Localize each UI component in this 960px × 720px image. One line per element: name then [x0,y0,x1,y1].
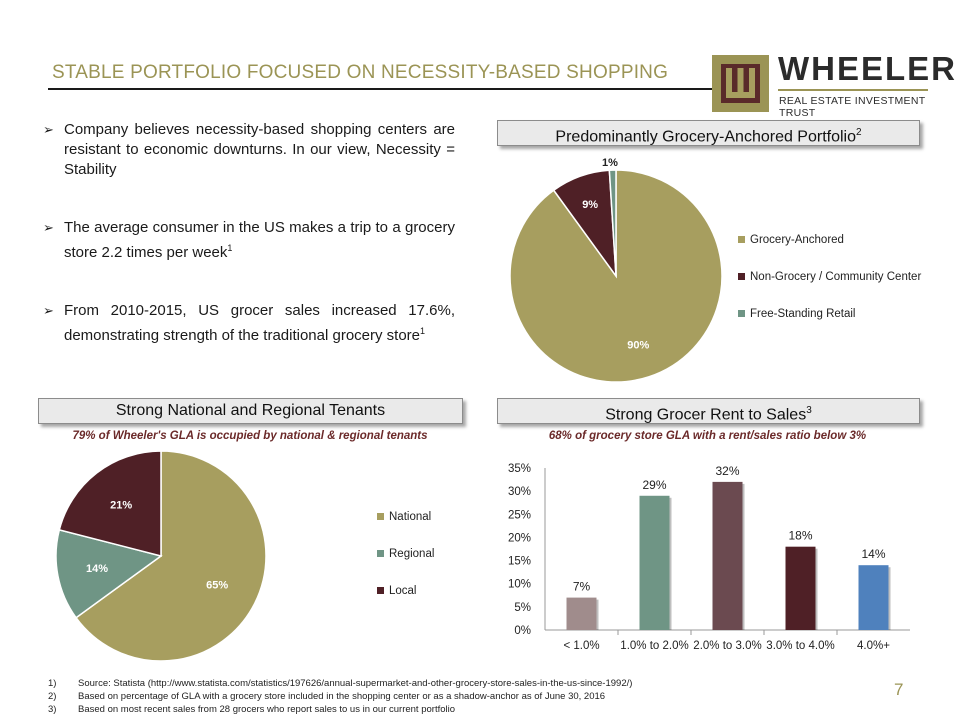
legend-swatch [377,550,384,557]
x-tick-label: 4.0%+ [857,640,890,652]
y-tick-label: 25% [507,509,531,522]
x-tick-label: 1.0% to 2.0% [620,640,689,652]
y-tick-label: 30% [507,486,531,499]
tenants-header [38,398,463,424]
legend-label: Grocery-Anchored [750,234,844,246]
bullet-text: From 2010-2015, US grocer sales increased 17.6%, demonstrating strength of the traditional grocery store [64,302,455,344]
footnote-text: Source: Statista (http://www.statista.com/statistics/197626/annual-supermarket-and-other-grocery-store-sales-in-the-us-since-1992/) [78,678,633,689]
rent-subtitle: 68% of grocery store GLA with a rent/sales ratio below 3% [548,430,867,442]
logo-divider [778,89,928,91]
pie-data-label: 21% [110,499,133,512]
bar [713,482,743,630]
legend-swatch [377,513,384,520]
arrow-bullet-icon: ➢ [43,220,54,235]
bar-data-label: 29% [642,477,667,492]
legend-label: Regional [389,548,435,560]
bar [859,565,889,630]
y-tick-label: 0% [514,625,531,637]
tenants-pie-chart [40,445,470,670]
y-tick-label: 5% [514,601,531,614]
bar-data-label: 32% [715,463,740,478]
w-letter-icon [721,64,760,103]
footnote-ref: 2 [856,127,862,138]
y-tick-label: 10% [507,578,531,591]
bullet-item [43,301,455,346]
footnote-text: Based on percentage of GLA with a grocery store included in the shopping center or as a shadow-anchor as of June 30, 2016 [78,691,606,702]
legend-label: National [389,511,432,523]
bar [786,547,816,630]
portfolio-pie-chart [490,150,940,390]
legend-swatch [377,587,384,594]
legend-label: Free-Standing Retail [750,308,856,320]
bar [640,496,670,630]
footnote-text: Based on most recent sales from 28 grocers who report sales to us in our current portfolio [78,704,456,715]
pie-data-label: 90% [627,339,650,352]
wheeler-logo-mark [712,55,769,112]
tenants-subtitle: 79% of Wheeler's GLA is occupied by national & regional tenants [72,430,428,442]
pie-data-label: 14% [86,563,109,576]
bullet-item [43,218,455,263]
footnote [48,678,632,689]
title-divider [48,88,713,90]
legend-swatch [738,236,745,243]
y-tick-label: 20% [507,532,531,545]
bar-data-label: 14% [861,547,886,562]
footnote-number: 1) [48,678,57,689]
bullet-list [43,120,455,346]
rent-header-text: Strong Grocer Rent to Sales [605,406,807,424]
portfolio-header [497,120,920,146]
x-tick-label: < 1.0% [563,640,600,652]
footnote [48,704,455,715]
legend-swatch [738,310,745,317]
footnote-ref: 1 [227,243,233,253]
bar [567,598,597,630]
portfolio-header-text: Predominantly Grocery-Anchored Portfolio [555,128,856,146]
legend-swatch [738,273,745,280]
footnote [48,691,605,702]
legend-label: Local [389,585,417,597]
bullet-text: Company believes necessity-based shopping centers are resistant to economic downturns. In our view, Necessity = Stability [64,121,455,178]
arrow-bullet-icon: ➢ [43,122,54,137]
logo-name: WHEELER [778,50,957,87]
legend-label: Non-Grocery / Community Center [750,271,922,283]
tenants-header-text: Strong National and Regional Tenants [115,402,386,419]
footnote-number: 2) [48,691,57,702]
y-tick-label: 15% [507,555,531,568]
bullet-text: The average consumer in the US makes a trip to a grocery store 2.2 times per week [64,219,455,261]
rent-bar-chart [490,450,930,662]
footnote-number: 3) [48,704,57,715]
pie-data-label: 1% [602,157,618,169]
pie-data-label: 9% [582,199,599,212]
bullet-item [43,120,455,180]
y-tick-label: 35% [507,463,531,475]
arrow-bullet-icon: ➢ [43,303,54,318]
page-number: 7 [894,680,904,699]
pie-data-label: 65% [206,579,229,592]
footnote-ref: 3 [806,405,812,416]
rent-header [497,398,920,424]
slide-title: STABLE PORTFOLIO FOCUSED ON NECESSITY-BASED SHOPPING [52,62,669,83]
footnote-ref: 1 [420,326,426,336]
x-tick-label: 2.0% to 3.0% [693,640,762,652]
logo-mark-inner [721,64,760,103]
x-tick-label: 3.0% to 4.0% [766,640,835,652]
bar-data-label: 7% [572,579,591,594]
bar-data-label: 18% [788,528,813,543]
logo-subtitle: REAL ESTATE INVESTMENT TRUST [779,95,926,119]
